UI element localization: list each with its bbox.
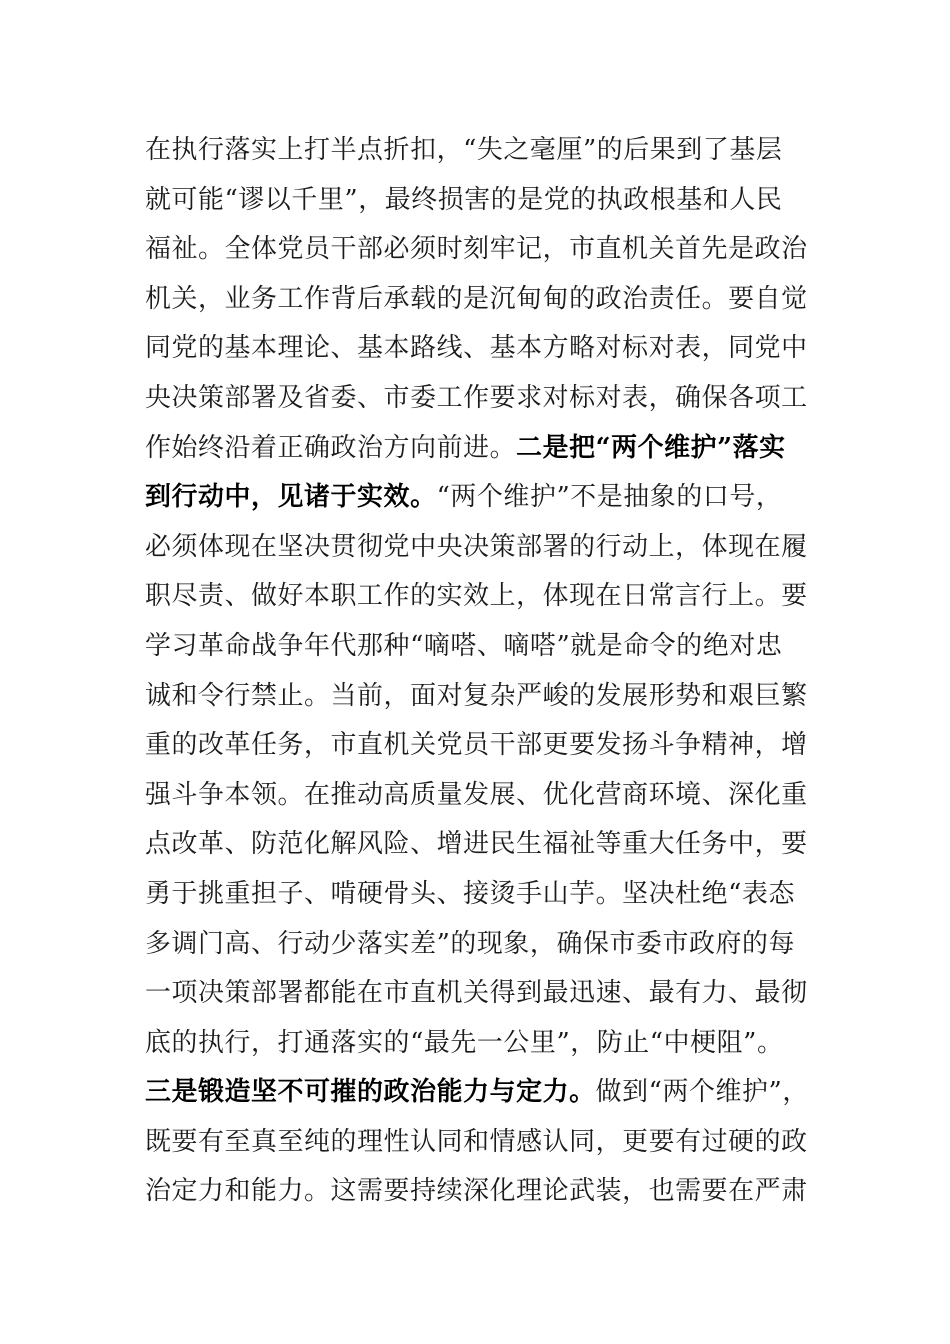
text-line [145, 1019, 815, 1069]
text-line [145, 1118, 815, 1168]
text-line [145, 374, 815, 424]
text-line [145, 721, 815, 771]
text-line [145, 572, 815, 622]
text-run: 作始终沿着正确政治方向前进。 [145, 432, 517, 463]
text-run: 机关，业务工作背后承载的是沉甸甸的政治责任。要自觉 [145, 283, 808, 314]
text-run: 一项决策部署都能在市直机关得到最迅速、最有力、最彻 [145, 978, 808, 1009]
text-line [145, 622, 815, 672]
text-run: 治定力和能力。这需要持续深化理论武装，也需要在严肃 [145, 1176, 808, 1207]
text-run: 点改革、防范化解风险、增进民生福祉等重大任务中，要 [145, 829, 808, 860]
text-run: 重的改革任务，市直机关党员干部更要发扬斗争精神，增 [145, 730, 808, 761]
text-run: 就可能“谬以千里”，最终损害的是党的执政根基和人民 [145, 184, 783, 215]
text-run: 职尽责、做好本职工作的实效上，体现在日常言行上。要 [145, 581, 808, 612]
text-line [145, 1167, 815, 1217]
text-line [145, 820, 815, 870]
text-run: 强斗争本领。在推动高质量发展、优化营商环境、深化重 [145, 779, 808, 810]
text-line [145, 771, 815, 821]
text-run: “两个维护”不是抽象的口号， [436, 482, 783, 513]
text-run: 多调门高、行动少落实差”的现象，确保市委市政府的每 [145, 928, 795, 959]
text-line [145, 1068, 815, 1118]
bold-heading-run: 二是把“两个维护”落实 [516, 432, 786, 463]
text-run: 既要有至真至纯的理性认同和情感认同，更要有过硬的政 [145, 1126, 808, 1157]
body-text [145, 126, 815, 1217]
text-run: 学习革命战争年代那种“嘀嗒、嘀嗒”就是命令的绝对忠 [145, 630, 783, 661]
bold-heading-run: 到行动中，见诸于实效。 [145, 482, 437, 513]
text-line [145, 176, 815, 226]
text-run: 福祉。全体党员干部必须时刻牢记，市直机关首先是政治 [145, 234, 808, 265]
text-line [145, 275, 815, 325]
text-line [145, 870, 815, 920]
text-run: 底的执行，打通落实的“最先一公里”，防止“中梗阻”。 [145, 1027, 784, 1058]
text-line [145, 126, 815, 176]
text-line [145, 920, 815, 970]
text-line [145, 424, 815, 474]
text-run: 同党的基本理论、基本路线、基本方略对标对表，同党中 [145, 333, 808, 364]
text-run: 央决策部署及省委、市委工作要求对标对表，确保各项工 [145, 382, 808, 413]
text-line [145, 473, 815, 523]
text-run: 必须体现在坚决贯彻党中央决策部署的行动上，体现在履 [145, 531, 808, 562]
text-run: 诚和令行禁止。当前，面对复杂严峻的发展形势和艰巨繁 [145, 680, 808, 711]
text-run: 在执行落实上打半点折扣，“失之毫厘”的后果到了基层 [145, 135, 783, 165]
text-line [145, 225, 815, 275]
text-line [145, 672, 815, 722]
text-line [145, 324, 815, 374]
text-run: 做到“两个维护”， [595, 1077, 809, 1108]
bold-heading-run: 三是锻造坚不可摧的政治能力与定力。 [145, 1077, 596, 1108]
text-line [145, 523, 815, 573]
text-run: 勇于挑重担子、啃硬骨头、接烫手山芋。坚决杜绝“表态 [145, 878, 795, 909]
text-line [145, 969, 815, 1019]
